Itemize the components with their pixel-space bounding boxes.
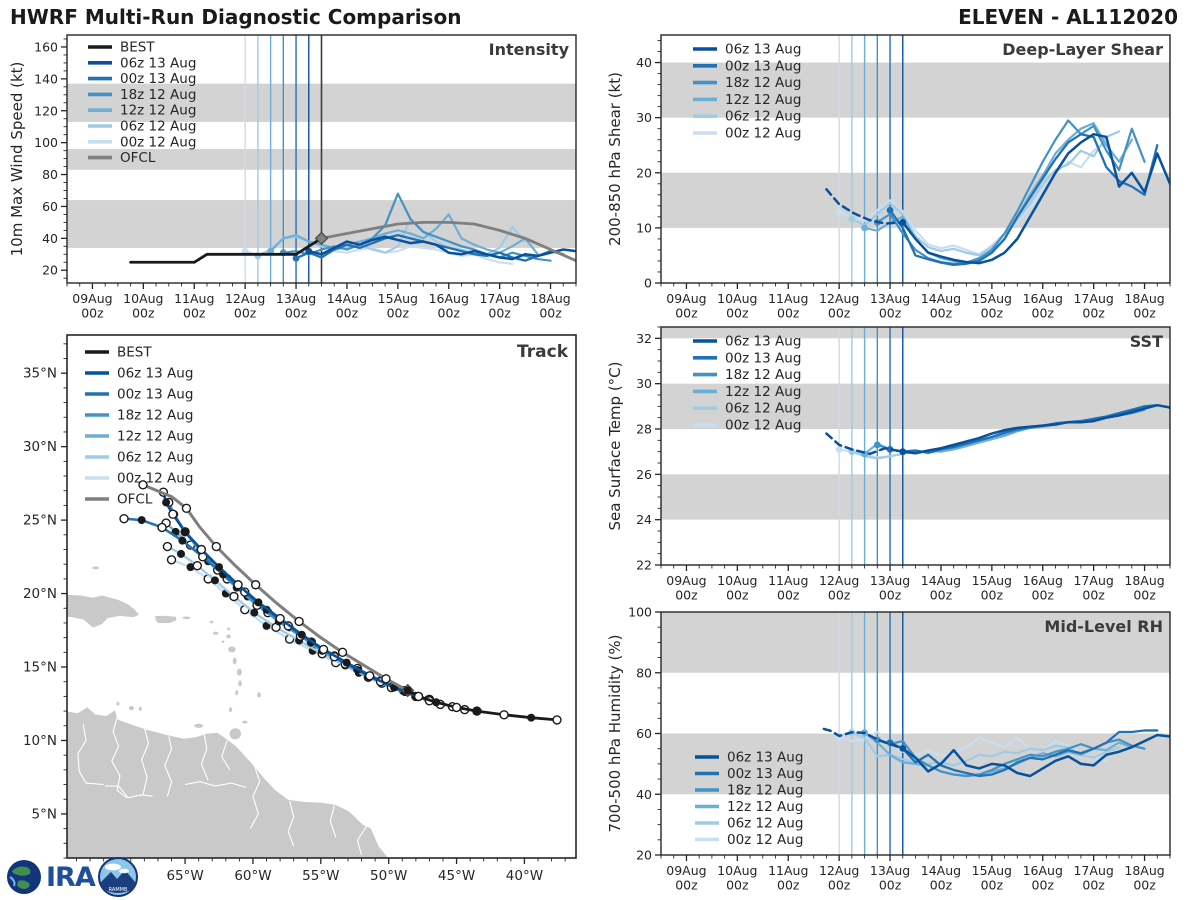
legend-label-r12z12: 12z 12 Aug bbox=[725, 383, 802, 400]
track-marker-open bbox=[252, 581, 260, 589]
legend-label-r06z13: 06z 13 Aug bbox=[725, 333, 802, 350]
svg-text:40: 40 bbox=[636, 55, 652, 71]
legend-label-r18z12: 18z 12 Aug bbox=[727, 782, 804, 799]
legend-label-r06z12: 06z 12 Aug bbox=[725, 400, 802, 417]
page-title: HWRF Multi-Run Diagnostic Comparison bbox=[10, 5, 462, 29]
island bbox=[139, 707, 142, 711]
init-marker bbox=[861, 224, 868, 231]
init-marker bbox=[899, 448, 906, 455]
island bbox=[233, 657, 237, 664]
track-marker-open bbox=[553, 716, 561, 724]
legend-label-r18z12: 18z 12 Aug bbox=[117, 407, 194, 424]
svg-text:14Aug00z: 14Aug 00z bbox=[920, 863, 962, 893]
track-marker-open bbox=[197, 545, 205, 553]
track-marker-filled bbox=[162, 498, 170, 506]
landmass bbox=[67, 594, 140, 628]
sst-y-axis bbox=[636, 327, 661, 573]
svg-text:10Aug00z: 10Aug 00z bbox=[123, 291, 164, 321]
svg-text:30°N: 30°N bbox=[22, 439, 57, 456]
svg-text:13Aug00z: 13Aug 00z bbox=[869, 573, 911, 603]
svg-text:14Aug00z: 14Aug 00z bbox=[920, 573, 962, 603]
legend-label-r00z13: 00z 13 Aug bbox=[120, 71, 197, 88]
track-marker-open bbox=[193, 562, 201, 570]
legend-label-r06z12: 06z 12 Aug bbox=[725, 108, 802, 125]
island bbox=[227, 627, 230, 630]
init-marker bbox=[293, 255, 300, 262]
svg-text:15°N: 15°N bbox=[22, 659, 57, 676]
legend-label-r06z12: 06z 12 Aug bbox=[727, 815, 804, 832]
svg-text:12Aug00z: 12Aug 00z bbox=[818, 863, 860, 893]
legend-label-best: BEST bbox=[120, 39, 155, 56]
island bbox=[129, 706, 134, 710]
legend-label-r06z13: 06z 13 Aug bbox=[120, 55, 197, 72]
svg-text:09Aug00z: 09Aug 00z bbox=[666, 863, 707, 893]
intensity-y-label: 10m Max Wind Speed (kt) bbox=[8, 61, 26, 257]
svg-text:55°W: 55°W bbox=[302, 868, 340, 884]
legend-label-r00z13: 00z 13 Aug bbox=[727, 766, 804, 782]
svg-text:14Aug00z: 14Aug 00z bbox=[326, 291, 368, 321]
svg-text:60°W: 60°W bbox=[234, 868, 272, 884]
legend-label-r06z13: 06z 13 Aug bbox=[117, 365, 194, 382]
init-marker bbox=[887, 207, 894, 214]
rh-y-label: 700-500 hPa Humidity (%) bbox=[606, 634, 624, 833]
init-marker bbox=[836, 209, 843, 216]
svg-text:0: 0 bbox=[644, 275, 652, 291]
svg-text:13Aug00z: 13Aug 00z bbox=[869, 863, 911, 893]
legend-label-r18z12: 18z 12 Aug bbox=[725, 75, 802, 92]
island bbox=[116, 702, 119, 706]
track-r06z12 bbox=[163, 543, 468, 714]
track-marker-filled bbox=[527, 714, 535, 722]
svg-text:14Aug00z: 14Aug 00z bbox=[920, 291, 962, 321]
landmass bbox=[67, 707, 389, 858]
svg-text:15Aug00z: 15Aug 00z bbox=[971, 291, 1013, 321]
shear-y-axis bbox=[636, 41, 661, 291]
svg-text:32: 32 bbox=[636, 330, 652, 346]
svg-text:50°W: 50°W bbox=[370, 868, 408, 884]
track-marker-open bbox=[168, 556, 176, 564]
intensity-y-axis bbox=[34, 39, 67, 278]
sst-panel-label: SST bbox=[1129, 332, 1163, 351]
legend-label-r00z12: 00z 12 Aug bbox=[120, 134, 197, 151]
svg-text:15Aug00z: 15Aug 00z bbox=[377, 291, 419, 321]
legend bbox=[85, 345, 193, 508]
svg-text:60: 60 bbox=[636, 726, 652, 741]
track-marker-open bbox=[120, 515, 128, 523]
track-best bbox=[404, 687, 561, 724]
svg-text:24: 24 bbox=[636, 512, 652, 528]
island bbox=[194, 724, 203, 728]
svg-text:20: 20 bbox=[636, 847, 652, 863]
landmass bbox=[155, 615, 177, 623]
svg-text:15Aug00z: 15Aug 00z bbox=[971, 573, 1013, 603]
track-r06z13 bbox=[159, 488, 422, 700]
legend-label-r06z12: 06z 12 Aug bbox=[117, 449, 194, 466]
svg-text:12Aug00z: 12Aug 00z bbox=[818, 573, 860, 603]
rammb-logo-icon bbox=[97, 856, 139, 898]
intensity-panel bbox=[8, 35, 576, 321]
legend-label-r06z12: 06z 12 Aug bbox=[120, 118, 197, 135]
track-marker-open bbox=[169, 510, 177, 518]
legend-label-r18z12: 18z 12 Aug bbox=[120, 86, 197, 103]
svg-text:20°N: 20°N bbox=[22, 586, 57, 603]
island bbox=[213, 632, 218, 635]
svg-text:17Aug00z: 17Aug 00z bbox=[1073, 573, 1114, 603]
island bbox=[210, 621, 214, 624]
island bbox=[230, 728, 241, 739]
svg-text:09Aug00z: 09Aug 00z bbox=[666, 573, 707, 603]
svg-text:09Aug00z: 09Aug 00z bbox=[666, 291, 707, 321]
intensity-panel-label: Intensity bbox=[488, 40, 569, 59]
island bbox=[182, 616, 190, 619]
svg-text:12Aug00z: 12Aug 00z bbox=[818, 291, 860, 321]
svg-text:13Aug00z: 13Aug 00z bbox=[275, 291, 317, 321]
island bbox=[226, 635, 231, 639]
svg-text:15Aug00z: 15Aug 00z bbox=[971, 863, 1013, 893]
svg-text:26: 26 bbox=[636, 466, 652, 482]
shear-panel bbox=[606, 35, 1170, 321]
track-marker-filled bbox=[343, 659, 351, 667]
legend-label-r00z13: 00z 13 Aug bbox=[117, 386, 194, 403]
svg-text:80: 80 bbox=[636, 665, 652, 681]
track-marker-open bbox=[453, 703, 461, 711]
svg-text:35°N: 35°N bbox=[22, 365, 57, 382]
legend-label-r00z12: 00z 12 Aug bbox=[725, 125, 802, 142]
track-panel-label: Track bbox=[517, 342, 568, 362]
legend-label-r12z12: 12z 12 Aug bbox=[727, 799, 804, 815]
svg-text:10Aug00z: 10Aug 00z bbox=[717, 291, 758, 321]
svg-text:160: 160 bbox=[34, 39, 58, 55]
svg-text:16Aug00z: 16Aug 00z bbox=[1022, 291, 1063, 321]
svg-text:12Aug00z: 12Aug 00z bbox=[224, 291, 266, 321]
legend-label-r06z13: 06z 13 Aug bbox=[727, 749, 804, 766]
track-marker-filled bbox=[298, 631, 306, 639]
init-marker bbox=[899, 745, 906, 752]
legend-label-r00z12: 00z 12 Aug bbox=[727, 832, 804, 848]
svg-text:16Aug00z: 16Aug 00z bbox=[1022, 573, 1063, 603]
track-marker-open bbox=[500, 711, 508, 719]
island bbox=[92, 566, 99, 569]
track-marker-filled bbox=[215, 563, 223, 571]
svg-text:60: 60 bbox=[42, 198, 58, 214]
svg-text:10: 10 bbox=[636, 220, 652, 236]
svg-text:30: 30 bbox=[636, 376, 652, 392]
legend-label-r00z12: 00z 12 Aug bbox=[725, 417, 802, 434]
svg-text:09Aug00z: 09Aug 00z bbox=[72, 291, 113, 321]
svg-text:40°W: 40°W bbox=[505, 868, 544, 884]
svg-text:5°N: 5°N bbox=[31, 806, 57, 823]
track-r18z12 bbox=[165, 498, 444, 708]
legend-label-ofcl: OFCL bbox=[117, 491, 153, 508]
svg-text:140: 140 bbox=[34, 71, 58, 87]
island bbox=[229, 707, 232, 712]
svg-text:18Aug00z: 18Aug 00z bbox=[530, 291, 571, 321]
legend-label-r00z13: 00z 13 Aug bbox=[725, 350, 802, 367]
shear-y-label: 200-850 hPa Shear (kt) bbox=[606, 72, 624, 246]
svg-text:40: 40 bbox=[42, 230, 58, 246]
legend-label-best: BEST bbox=[117, 344, 152, 361]
track-marker-open bbox=[163, 543, 171, 551]
storm-title: ELEVEN - AL112020 bbox=[958, 5, 1178, 29]
init-marker bbox=[874, 441, 881, 448]
legend-label-r12z12: 12z 12 Aug bbox=[117, 428, 194, 445]
svg-text:17Aug00z: 17Aug 00z bbox=[1073, 863, 1114, 893]
svg-text:18Aug00z: 18Aug 00z bbox=[1124, 863, 1165, 893]
track-marker-open bbox=[366, 672, 374, 680]
sst-panel bbox=[606, 327, 1170, 603]
track-ofcl bbox=[139, 481, 414, 697]
track-marker-filled bbox=[177, 550, 185, 558]
legend-label-r18z12: 18z 12 Aug bbox=[725, 367, 802, 384]
island bbox=[222, 640, 224, 643]
svg-text:100: 100 bbox=[34, 135, 58, 151]
svg-text:RAMMB: RAMMB bbox=[108, 887, 128, 893]
rh-panel bbox=[606, 605, 1170, 893]
sst-x-axis bbox=[661, 565, 1170, 603]
island bbox=[235, 690, 238, 695]
legend-label-ofcl: OFCL bbox=[120, 150, 156, 167]
svg-text:18Aug00z: 18Aug 00z bbox=[1124, 573, 1165, 603]
svg-text:10°N: 10°N bbox=[22, 732, 57, 749]
track-marker-open bbox=[415, 692, 423, 700]
cira-globe-icon bbox=[4, 857, 44, 897]
svg-text:11Aug00z: 11Aug 00z bbox=[768, 573, 809, 603]
svg-text:17Aug00z: 17Aug 00z bbox=[479, 291, 520, 321]
track-panel bbox=[23, 335, 576, 884]
svg-text:20: 20 bbox=[636, 165, 652, 181]
svg-text:16Aug00z: 16Aug 00z bbox=[1022, 863, 1063, 893]
init-marker bbox=[899, 219, 906, 226]
legend-label-r12z12: 12z 12 Aug bbox=[725, 91, 802, 108]
svg-text:22: 22 bbox=[636, 557, 652, 573]
track-marker-filled bbox=[432, 698, 440, 706]
svg-text:11Aug00z: 11Aug 00z bbox=[768, 291, 809, 321]
track-marker-open bbox=[158, 523, 166, 531]
track-marker-filled bbox=[138, 516, 146, 524]
track-r12z12 bbox=[162, 519, 456, 711]
track-marker-filled bbox=[181, 528, 189, 536]
track-marker-filled bbox=[404, 687, 412, 695]
rh-x-axis bbox=[661, 855, 1170, 893]
track-marker-open bbox=[234, 581, 242, 589]
svg-text:100: 100 bbox=[628, 604, 652, 620]
svg-text:11Aug00z: 11Aug 00z bbox=[174, 291, 215, 321]
track-x-axis bbox=[77, 858, 566, 884]
track-marker-open bbox=[320, 645, 328, 653]
track-marker-open bbox=[339, 648, 347, 656]
track-marker-filled bbox=[178, 537, 186, 545]
svg-text:10Aug00z: 10Aug 00z bbox=[717, 573, 758, 603]
svg-text:30: 30 bbox=[636, 110, 652, 126]
legend-label-r00z12: 00z 12 Aug bbox=[117, 470, 194, 487]
svg-text:45°W: 45°W bbox=[437, 868, 476, 884]
svg-text:20: 20 bbox=[42, 262, 58, 278]
track-marker-open bbox=[382, 675, 390, 683]
shaded-band bbox=[661, 474, 1170, 519]
shear-panel-label: Deep-Layer Shear bbox=[1002, 40, 1163, 59]
shear-x-axis bbox=[661, 283, 1170, 321]
rh-y-axis bbox=[628, 605, 661, 863]
svg-text:65°W: 65°W bbox=[166, 868, 204, 884]
svg-text:17Aug00z: 17Aug 00z bbox=[1073, 291, 1114, 321]
svg-text:25°N: 25°N bbox=[22, 512, 57, 529]
island bbox=[228, 646, 236, 652]
track-marker-filled bbox=[473, 707, 481, 715]
svg-text:10Aug00z: 10Aug 00z bbox=[717, 863, 758, 893]
track-marker-filled bbox=[211, 576, 219, 584]
svg-text:11Aug00z: 11Aug 00z bbox=[768, 863, 809, 893]
svg-text:18Aug00z: 18Aug 00z bbox=[1124, 291, 1165, 321]
track-marker-open bbox=[182, 504, 190, 512]
island bbox=[238, 680, 242, 686]
track-marker-open bbox=[276, 615, 284, 623]
track-y-axis bbox=[23, 344, 67, 858]
cira-letters: IRA bbox=[46, 861, 95, 893]
island bbox=[242, 721, 247, 724]
svg-text:28: 28 bbox=[636, 421, 652, 437]
svg-text:16Aug00z: 16Aug 00z bbox=[428, 291, 469, 321]
legend-label-r00z13: 00z 13 Aug bbox=[725, 58, 802, 75]
rh-panel-label: Mid-Level RH bbox=[1044, 617, 1163, 636]
legend-label-r06z13: 06z 13 Aug bbox=[725, 41, 802, 58]
track-marker-open bbox=[230, 593, 238, 601]
legend-label-r12z12: 12z 12 Aug bbox=[120, 102, 197, 119]
init-marker bbox=[848, 216, 855, 223]
svg-text:40: 40 bbox=[636, 786, 652, 802]
svg-text:13Aug00z: 13Aug 00z bbox=[869, 291, 911, 321]
logo-area bbox=[4, 856, 139, 898]
intensity-x-axis bbox=[67, 283, 576, 321]
island bbox=[257, 692, 261, 697]
track-marker-open bbox=[295, 617, 303, 625]
init-marker bbox=[836, 446, 843, 453]
island bbox=[237, 669, 242, 676]
svg-text:120: 120 bbox=[34, 103, 58, 119]
track-marker-open bbox=[212, 543, 220, 551]
svg-text:80: 80 bbox=[42, 167, 58, 183]
shaded-band bbox=[661, 173, 1170, 228]
track-marker-filled bbox=[254, 598, 262, 606]
sst-y-label: Sea Surface Temp (°C) bbox=[606, 361, 624, 531]
